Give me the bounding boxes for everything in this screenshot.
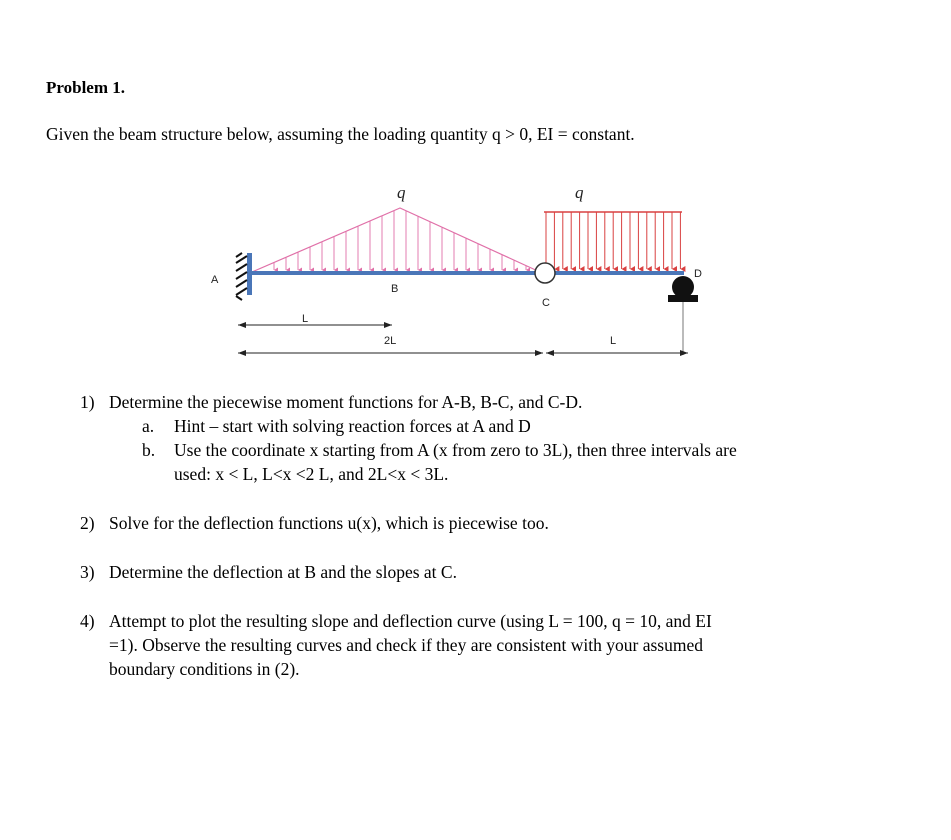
load-label-left: q <box>397 183 406 202</box>
problem-intro: Given the beam structure below, assuming the loading quantity q > 0, EI = constant. <box>46 124 635 144</box>
sub-text-line-2: used: x < L, L<x <2 L, and 2L<x < 3L. <box>174 464 449 484</box>
question-text: Solve for the deflection functions u(x), which is piecewise too. <box>109 513 549 533</box>
dim-label-l-left: L <box>302 313 309 325</box>
sub-text-line-1: Use the coordinate x starting from A (x from zero to 3L), then three intervals are <box>174 440 737 460</box>
question-number: 1) <box>80 392 95 412</box>
question-text: Determine the piecewise moment functions for A-B, B-C, and C-D. <box>109 392 583 412</box>
question-2 <box>80 511 870 535</box>
beam-diagram <box>0 180 951 370</box>
dim-label-l-right: L <box>610 335 617 347</box>
question-text-line-1: Attempt to plot the resulting slope and deflection curve (using L = 100, q = 10, and EI <box>109 611 712 631</box>
sub-letter: a. <box>142 416 155 436</box>
hinge-c <box>535 263 555 283</box>
question-3 <box>80 560 870 584</box>
sub-question-a <box>142 414 870 438</box>
label-a: A <box>211 274 219 286</box>
uniform-load <box>544 212 682 269</box>
fixed-support-a <box>236 253 252 300</box>
label-c: C <box>542 297 550 309</box>
question-text: Determine the deflection at B and the slopes at C. <box>109 562 457 582</box>
question-text-line-2: =1). Observe the resulting curves and check if they are consistent with your assumed <box>109 635 704 655</box>
sub-question-b <box>142 438 870 486</box>
sub-text: Hint – start with solving reaction forces at A and D <box>174 416 531 436</box>
label-d: D <box>694 268 702 280</box>
label-b: B <box>391 283 399 295</box>
sub-letter: b. <box>142 440 156 460</box>
question-number: 3) <box>80 562 95 582</box>
question-text-line-3: boundary conditions in (2). <box>109 659 300 679</box>
load-label-right: q <box>575 183 584 202</box>
dim-label-2l: 2L <box>384 335 397 347</box>
problem-title: Problem 1. <box>46 78 126 97</box>
support-d <box>668 276 698 355</box>
question-4 <box>80 609 870 681</box>
question-1 <box>80 390 870 486</box>
question-number: 2) <box>80 513 95 533</box>
question-number: 4) <box>80 611 95 631</box>
triangular-load <box>252 208 540 272</box>
